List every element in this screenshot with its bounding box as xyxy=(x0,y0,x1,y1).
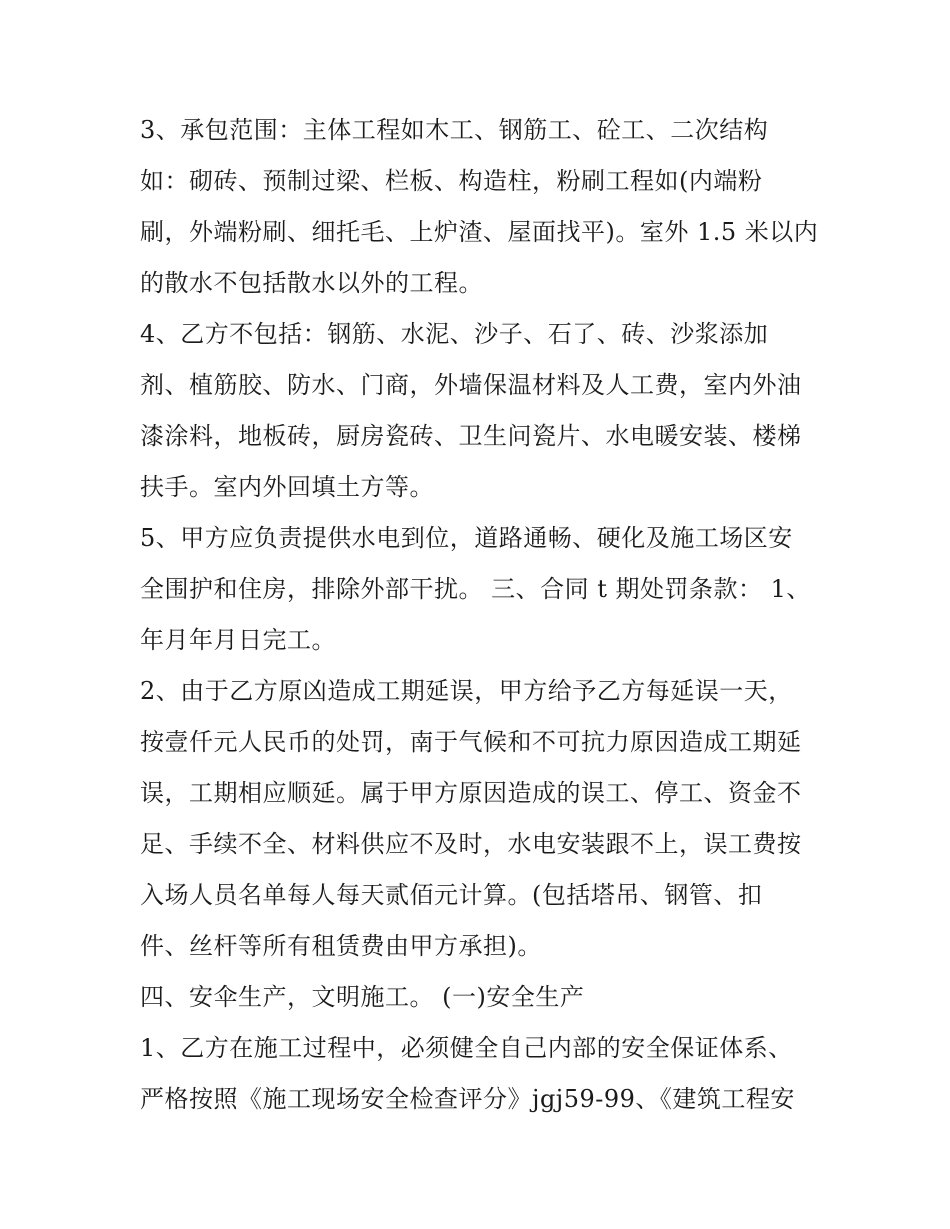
text-line: 刷，外端粉刷、细托毛、上炉渣、屋面找平)。室外 1.5 米以内 xyxy=(140,218,819,246)
text-line: 年月年月日完工。 xyxy=(140,626,336,654)
text-line: 如：砌砖、预制过梁、栏板、构造柱，粉刷工程如(内端粉 xyxy=(140,167,763,195)
text-line: 4、乙方不包括：钢筋、水泥、沙子、石了、砖、沙浆添加 xyxy=(140,320,769,348)
text-line: 按壹仟元人民币的处罚，南于气候和不可抗力原因造成工期延 xyxy=(140,728,802,756)
text-line: 四、安伞生产，文明施工。 (一)安全生产 xyxy=(140,983,585,1011)
text-line: 入场人员名单每人每天贰佰元计算。(包括塔吊、钢管、扣 xyxy=(140,881,763,909)
text-line: 2、由于乙方原凶造成工期延误，甲方给予乙方每延误一天， xyxy=(140,677,793,705)
text-line: 5、甲方应负责提供水电到位，道路通畅、硬化及施工场区安 xyxy=(140,524,793,552)
text-line: 严格按照《施工现场安全检查评分》jgj59-99、《建筑工程安 xyxy=(140,1085,795,1113)
text-line: 漆涂料，地板砖，厨房瓷砖、卫生问瓷片、水电暖安装、楼梯 xyxy=(140,422,802,450)
text-line: 1、乙方在施工过程中，必须健全自己内部的安全保证体系、 xyxy=(140,1034,793,1062)
text-line: 的散水不包括散水以外的工程。 xyxy=(140,269,483,297)
text-line: 剂、植筋胶、防水、门商，外墙保温材料及人工费，室内外油 xyxy=(140,371,802,399)
text-line: 扶手。室内外回填土方等。 xyxy=(140,473,434,501)
text-line: 误，工期相应顺延。属于甲方原因造成的误工、停工、资金不 xyxy=(140,779,802,807)
text-line: 全围护和住房，排除外部干扰。 三、合同 t 期处罚条款： 1、 xyxy=(140,575,811,603)
text-line: 3、承包范围：主体工程如木工、钢筋工、砼工、二次结构 xyxy=(140,116,769,144)
text-line: 件、丝杆等所有租赁费由甲方承担)。 xyxy=(140,932,542,960)
text-line: 足、手续不全、材料供应不及时，水电安装跟不上，误工费按 xyxy=(140,830,802,858)
